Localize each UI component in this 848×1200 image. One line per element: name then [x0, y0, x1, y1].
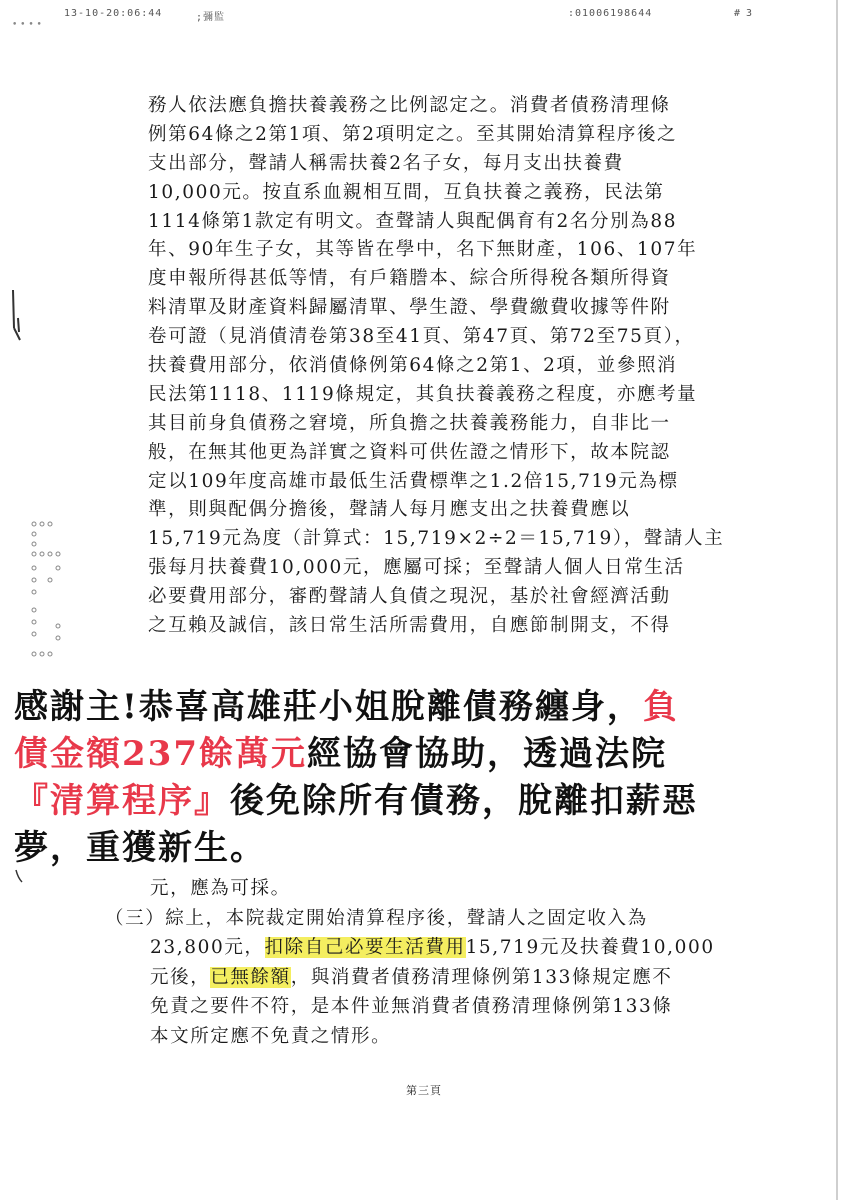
- congratulation-banner: [0, 684, 780, 872]
- conclusion-section: [105, 874, 730, 1051]
- body-text: 15,719元及扶養費10,000: [465, 937, 715, 958]
- punch-holes-icon: [30, 520, 70, 660]
- fax-header: [0, 4, 848, 22]
- numbered-item-heading: （三）綜上，本院裁定開始清算程序後，聲請人之固定收入為: [105, 907, 648, 929]
- body-line: 元，應為可採。: [150, 878, 291, 899]
- corner-dots: • • • •: [12, 20, 42, 30]
- margin-tick-icon: [14, 868, 24, 884]
- body-line: 卷可證（見消債清卷第38至41頁、第47頁、第72至75頁），: [148, 326, 695, 348]
- body-line: 準，則與配偶分擔後，聲請人每月應支出之扶養費應以: [148, 499, 631, 521]
- body-line: 定以109年度高雄市最低生活費標準之1.2倍15,719元為標: [148, 470, 679, 492]
- banner-highlight-text: 債金額237餘萬元: [14, 734, 307, 774]
- fax-sender: ;彌監: [196, 12, 226, 23]
- body-line: 扶養費用部分，依消債條例第64條之2第1、2項，並參照消: [148, 355, 678, 377]
- banner-text: 經協會協助，透過法院: [306, 734, 667, 774]
- body-line: 其目前身負債務之窘境，所負擔之扶養義務能力，自非比一: [148, 412, 671, 434]
- body-line: 年、90年生子女，其等皆在學中，名下無財產，106、107年: [148, 239, 698, 261]
- page-number: 第三頁: [406, 1084, 442, 1097]
- banner-line: [0, 825, 780, 872]
- judgment-body: [148, 92, 725, 641]
- body-line: 張每月扶養費10,000元，應屬可採；至聲請人個人日常生活: [148, 557, 685, 579]
- body-text: ，與消費者債務清理條例第133條規定應不: [290, 966, 673, 988]
- body-line: 料清單及財產資料歸屬清單、學生證、學費繳費收據等件附: [148, 297, 671, 319]
- body-line: [150, 963, 730, 993]
- body-line: 本文所定應不免責之情形。: [150, 1025, 392, 1047]
- body-line: 10,000元。按直系血親相互間，互負扶養之義務，民法第: [148, 181, 665, 203]
- banner-highlight-text: 『清算程序』: [14, 781, 230, 821]
- body-line: 15,719元為度（計算式：15,719×2÷2＝15,719），聲請人主: [148, 528, 725, 550]
- body-line: 般，在無其他更為詳實之資料可供佐證之情形下，故本院認: [148, 441, 671, 463]
- body-line: 度申報所得甚低等情，有戶籍謄本、綜合所得稅各類所得資: [148, 268, 671, 290]
- body-line: 1114條第1款定有明文。查聲請人與配偶育有2名分別為88: [148, 210, 678, 232]
- body-text: 元後，: [150, 966, 211, 988]
- banner-line: [0, 731, 780, 778]
- scan-edge: [836, 0, 838, 1200]
- fax-page-marker: # 3: [734, 8, 753, 19]
- fax-number: :01006198644: [568, 8, 653, 19]
- banner-text: 感謝主!恭喜高雄莊小姐脫離債務纏身，: [14, 687, 643, 727]
- margin-mark-icon: [10, 288, 24, 344]
- body-line: 必要費用部分，審酌聲請人負債之現況，基於社會經濟活動: [148, 586, 671, 608]
- fax-timestamp: 13-10-20:06:44: [64, 8, 163, 19]
- banner-line: [0, 684, 780, 731]
- banner-text: 後免除所有債務，脫離扣薪惡: [230, 781, 698, 821]
- body-line: 務人依法應負擔扶養義務之比例認定之。消費者債務清理條: [148, 95, 671, 116]
- body-line: [150, 933, 730, 963]
- banner-text: 夢，重獲新生。: [14, 828, 266, 868]
- body-line: 免責之要件不符，是本件並無消費者債務清理條例第133條: [150, 996, 673, 1017]
- body-line: 例第64條之2第1項、第2項明定之。至其開始清算程序後之: [148, 123, 678, 145]
- body-text: 23,800元，: [150, 937, 265, 958]
- body-line: 之互賴及誠信，該日常生活所需費用，自應節制開支，不得: [148, 615, 671, 637]
- banner-highlight-text: 負: [642, 687, 679, 727]
- body-line: 支出部分，聲請人稱需扶養2名子女，每月支出扶養費: [148, 152, 624, 174]
- highlighted-text: 已無餘額: [210, 966, 291, 988]
- highlighted-text: 扣除自己必要生活費用: [264, 937, 466, 958]
- banner-line: [0, 778, 780, 825]
- body-line: 民法第1118、1119條規定，其負扶養義務之程度，亦應考量: [148, 383, 698, 405]
